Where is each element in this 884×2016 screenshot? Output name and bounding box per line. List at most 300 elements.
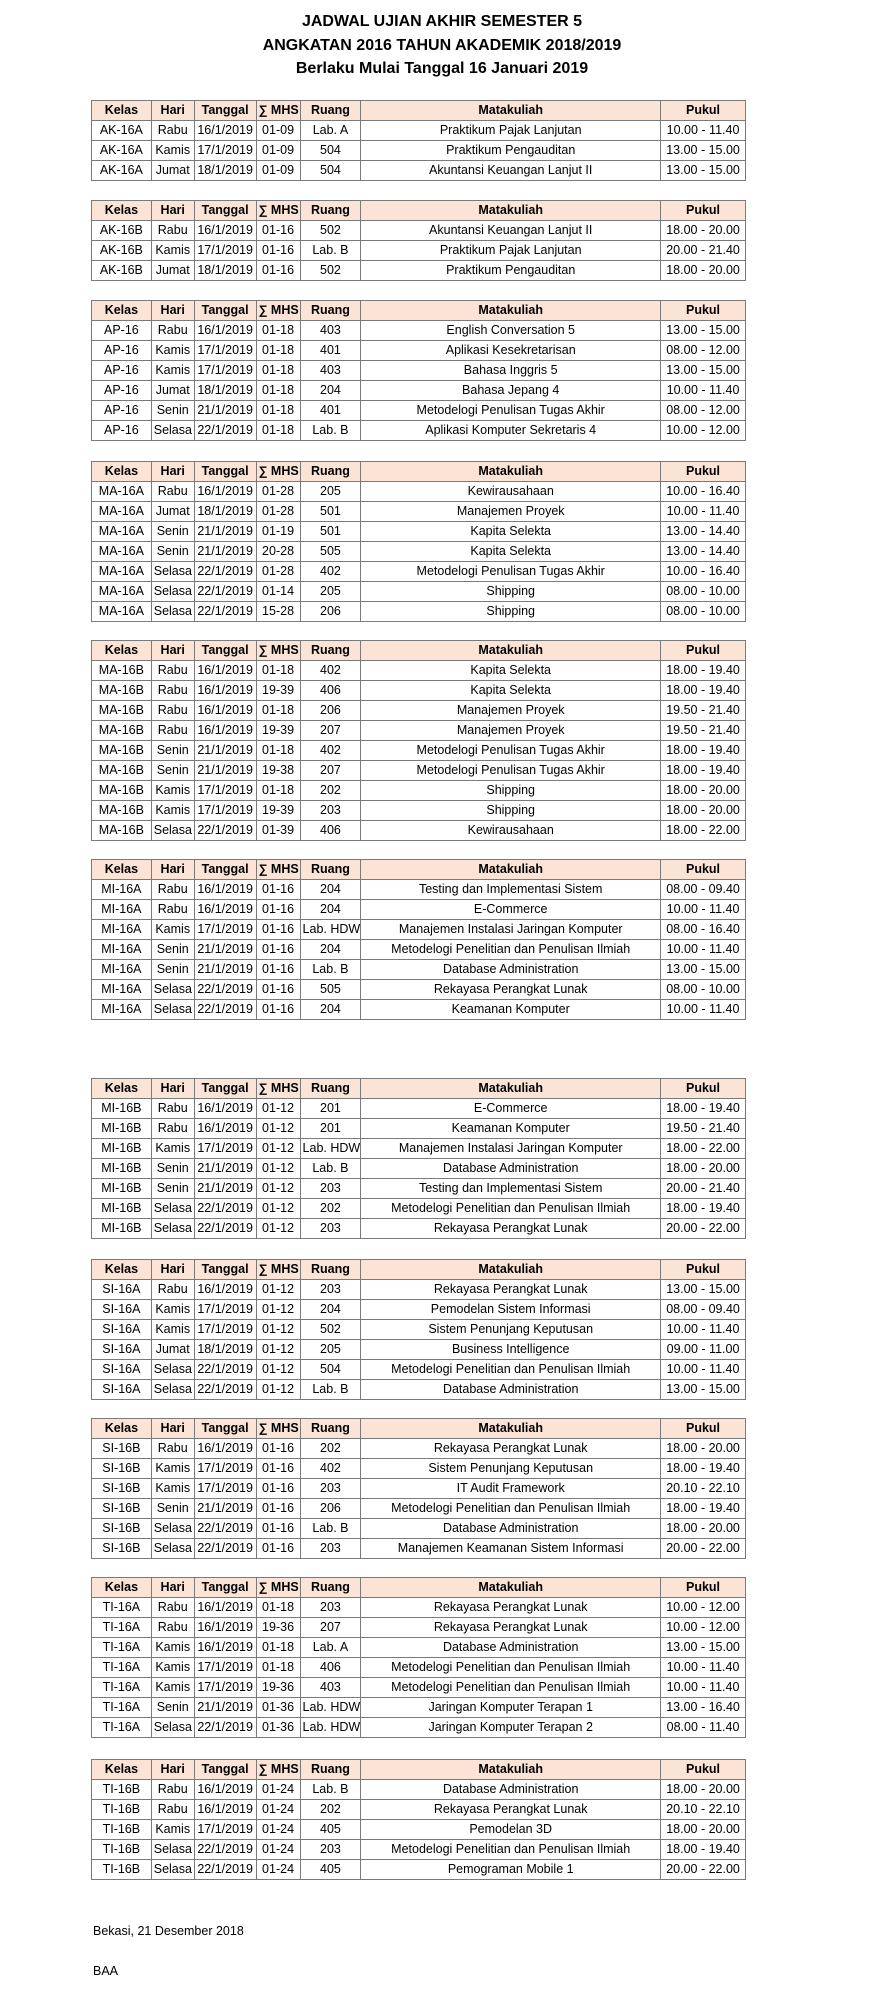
cell-pukul: 20.00 - 22.00 <box>661 1219 746 1239</box>
cell-tanggal: 22/1/2019 <box>194 1199 256 1219</box>
cell-hari: Kamis <box>151 1459 194 1479</box>
cell-hari: Kamis <box>151 1479 194 1499</box>
table-row <box>92 1340 746 1360</box>
cell-matakuliah: Kapita Selekta <box>361 661 661 681</box>
cell-mhs: 19-36 <box>256 1618 300 1638</box>
cell-mhs: 01-18 <box>256 341 300 361</box>
table-row <box>92 1199 746 1219</box>
cell-matakuliah: Jaringan Komputer Terapan 2 <box>361 1718 661 1738</box>
cell-kelas: SI-16B <box>92 1439 152 1459</box>
cell-hari: Rabu <box>151 482 194 502</box>
cell-pukul: 08.00 - 12.00 <box>661 401 746 421</box>
cell-tanggal: 22/1/2019 <box>194 582 256 602</box>
cell-tanggal: 22/1/2019 <box>194 1380 256 1400</box>
cell-matakuliah: Rekayasa Perangkat Lunak <box>361 1598 661 1618</box>
cell-mhs: 01-09 <box>256 121 300 141</box>
cell-tanggal: 22/1/2019 <box>194 562 256 582</box>
cell-kelas: SI-16A <box>92 1360 152 1380</box>
cell-hari: Kamis <box>151 141 194 161</box>
cell-kelas: TI-16B <box>92 1860 152 1880</box>
header-mhs: ∑ MHS <box>256 641 300 661</box>
header-pukul: Pukul <box>661 1079 746 1099</box>
cell-hari: Senin <box>151 761 194 781</box>
cell-pukul: 13.00 - 15.00 <box>661 321 746 341</box>
cell-pukul: 13.00 - 15.00 <box>661 1638 746 1658</box>
header-matakuliah: Matakuliah <box>361 1260 661 1280</box>
cell-matakuliah: Praktikum Pajak Lanjutan <box>361 241 661 261</box>
cell-pukul: 10.00 - 12.00 <box>661 1618 746 1638</box>
cell-hari: Kamis <box>151 1139 194 1159</box>
cell-kelas: MI-16A <box>92 960 152 980</box>
header-tanggal: Tanggal <box>194 301 256 321</box>
table-row <box>92 1860 746 1880</box>
cell-hari: Senin <box>151 542 194 562</box>
cell-ruang: 204 <box>300 900 361 920</box>
header-pukul: Pukul <box>661 1760 746 1780</box>
cell-matakuliah: Database Administration <box>361 1638 661 1658</box>
cell-pukul: 18.00 - 19.40 <box>661 1499 746 1519</box>
cell-matakuliah: Database Administration <box>361 1380 661 1400</box>
cell-matakuliah: Rekayasa Perangkat Lunak <box>361 1280 661 1300</box>
cell-tanggal: 16/1/2019 <box>194 1099 256 1119</box>
cell-matakuliah: Shipping <box>361 801 661 821</box>
table-header-row <box>92 1419 746 1439</box>
cell-tanggal: 22/1/2019 <box>194 821 256 841</box>
cell-matakuliah: Kapita Selekta <box>361 522 661 542</box>
table-row <box>92 1119 746 1139</box>
cell-ruang: 204 <box>300 940 361 960</box>
cell-kelas: MI-16A <box>92 940 152 960</box>
cell-tanggal: 17/1/2019 <box>194 1820 256 1840</box>
cell-mhs: 01-28 <box>256 502 300 522</box>
schedule-table <box>91 200 746 281</box>
cell-ruang: 207 <box>300 721 361 741</box>
cell-pukul: 10.00 - 16.40 <box>661 482 746 502</box>
cell-pukul: 18.00 - 19.40 <box>661 661 746 681</box>
cell-mhs: 01-18 <box>256 1658 300 1678</box>
cell-matakuliah: Aplikasi Kesekretarisan <box>361 341 661 361</box>
table-header-row <box>92 1578 746 1598</box>
cell-hari: Rabu <box>151 701 194 721</box>
header-matakuliah: Matakuliah <box>361 101 661 121</box>
cell-ruang: 204 <box>300 880 361 900</box>
cell-pukul: 10.00 - 11.40 <box>661 381 746 401</box>
cell-matakuliah: Testing dan Implementasi Sistem <box>361 880 661 900</box>
cell-hari: Selasa <box>151 980 194 1000</box>
cell-mhs: 01-16 <box>256 241 300 261</box>
cell-mhs: 01-12 <box>256 1119 300 1139</box>
table-row <box>92 1678 746 1698</box>
header-kelas: Kelas <box>92 1578 152 1598</box>
cell-ruang: Lab. B <box>300 1780 361 1800</box>
table-row <box>92 321 746 341</box>
cell-matakuliah: Keamanan Komputer <box>361 1000 661 1020</box>
schedule-table <box>91 1259 746 1400</box>
cell-kelas: TI-16A <box>92 1718 152 1738</box>
cell-ruang: 203 <box>300 1840 361 1860</box>
cell-mhs: 01-18 <box>256 741 300 761</box>
title-line-3: Berlaku Mulai Tanggal 16 Januari 2019 <box>295 60 589 77</box>
header-kelas: Kelas <box>92 1760 152 1780</box>
table-row <box>92 1360 746 1380</box>
cell-hari: Rabu <box>151 221 194 241</box>
cell-ruang: 402 <box>300 1459 361 1479</box>
table-row <box>92 1320 746 1340</box>
cell-tanggal: 17/1/2019 <box>194 361 256 381</box>
header-pukul: Pukul <box>661 641 746 661</box>
header-tanggal: Tanggal <box>194 462 256 482</box>
cell-hari: Jumat <box>151 1340 194 1360</box>
cell-mhs: 01-12 <box>256 1380 300 1400</box>
header-tanggal: Tanggal <box>194 641 256 661</box>
cell-kelas: MI-16A <box>92 1000 152 1020</box>
cell-pukul: 08.00 - 09.40 <box>661 1300 746 1320</box>
cell-hari: Selasa <box>151 1000 194 1020</box>
header-hari: Hari <box>151 201 194 221</box>
cell-pukul: 18.00 - 19.40 <box>661 681 746 701</box>
cell-ruang: 203 <box>300 1179 361 1199</box>
cell-pukul: 18.00 - 19.40 <box>661 761 746 781</box>
table-row <box>92 940 746 960</box>
cell-ruang: 501 <box>300 522 361 542</box>
cell-kelas: AP-16 <box>92 321 152 341</box>
cell-tanggal: 16/1/2019 <box>194 482 256 502</box>
cell-hari: Jumat <box>151 261 194 281</box>
table-row <box>92 681 746 701</box>
cell-mhs: 01-18 <box>256 321 300 341</box>
cell-mhs: 01-12 <box>256 1159 300 1179</box>
cell-mhs: 15-28 <box>256 602 300 622</box>
header-kelas: Kelas <box>92 1419 152 1439</box>
cell-ruang: 205 <box>300 582 361 602</box>
cell-ruang: 502 <box>300 1320 361 1340</box>
cell-mhs: 01-09 <box>256 161 300 181</box>
table-row <box>92 522 746 542</box>
cell-hari: Rabu <box>151 121 194 141</box>
header-ruang: Ruang <box>300 301 361 321</box>
cell-kelas: AK-16B <box>92 221 152 241</box>
table-row <box>92 1519 746 1539</box>
cell-kelas: AP-16 <box>92 361 152 381</box>
table-row <box>92 1840 746 1860</box>
cell-matakuliah: Pemograman Mobile 1 <box>361 1860 661 1880</box>
table-row <box>92 980 746 1000</box>
table-row <box>92 1698 746 1718</box>
cell-hari: Selasa <box>151 562 194 582</box>
header-tanggal: Tanggal <box>194 1578 256 1598</box>
cell-mhs: 01-28 <box>256 562 300 582</box>
cell-pukul: 18.00 - 20.00 <box>661 801 746 821</box>
cell-pukul: 09.00 - 11.00 <box>661 1340 746 1360</box>
header-hari: Hari <box>151 462 194 482</box>
cell-pukul: 13.00 - 14.40 <box>661 522 746 542</box>
cell-mhs: 01-18 <box>256 361 300 381</box>
cell-ruang: 402 <box>300 741 361 761</box>
cell-mhs: 01-24 <box>256 1840 300 1860</box>
header-mhs: ∑ MHS <box>256 860 300 880</box>
header-matakuliah: Matakuliah <box>361 201 661 221</box>
cell-mhs: 01-16 <box>256 940 300 960</box>
title-line-1: JADWAL UJIAN AKHIR SEMESTER 5 <box>301 13 583 30</box>
cell-matakuliah: Metodelogi Penelitian dan Penulisan Ilmiah <box>361 1658 661 1678</box>
cell-ruang: 204 <box>300 1000 361 1020</box>
table-row <box>92 1718 746 1738</box>
cell-pukul: 08.00 - 12.00 <box>661 341 746 361</box>
cell-matakuliah: Praktikum Pengauditan <box>361 261 661 281</box>
cell-matakuliah: IT Audit Framework <box>361 1479 661 1499</box>
cell-pukul: 18.00 - 20.00 <box>661 1780 746 1800</box>
cell-kelas: TI-16A <box>92 1618 152 1638</box>
cell-tanggal: 18/1/2019 <box>194 261 256 281</box>
header-mhs: ∑ MHS <box>256 201 300 221</box>
cell-ruang: Lab. B <box>300 1519 361 1539</box>
header-pukul: Pukul <box>661 1578 746 1598</box>
cell-pukul: 18.00 - 20.00 <box>661 1159 746 1179</box>
cell-tanggal: 17/1/2019 <box>194 241 256 261</box>
cell-ruang: 201 <box>300 1099 361 1119</box>
cell-kelas: MI-16B <box>92 1119 152 1139</box>
table-row <box>92 701 746 721</box>
table-row <box>92 261 746 281</box>
cell-mhs: 01-12 <box>256 1340 300 1360</box>
cell-pukul: 18.00 - 20.00 <box>661 1439 746 1459</box>
table-row <box>92 900 746 920</box>
cell-mhs: 01-12 <box>256 1300 300 1320</box>
cell-mhs: 01-18 <box>256 381 300 401</box>
cell-tanggal: 17/1/2019 <box>194 1300 256 1320</box>
header-ruang: Ruang <box>300 1419 361 1439</box>
table-row <box>92 381 746 401</box>
cell-mhs: 01-16 <box>256 1479 300 1499</box>
cell-pukul: 08.00 - 10.00 <box>661 602 746 622</box>
cell-pukul: 19.50 - 21.40 <box>661 721 746 741</box>
cell-matakuliah: Aplikasi Komputer Sekretaris 4 <box>361 421 661 441</box>
table-row <box>92 1499 746 1519</box>
header-ruang: Ruang <box>300 1578 361 1598</box>
cell-ruang: 203 <box>300 1219 361 1239</box>
cell-tanggal: 22/1/2019 <box>194 421 256 441</box>
cell-matakuliah: Metodelogi Penelitian dan Penulisan Ilmiah <box>361 1360 661 1380</box>
cell-pukul: 20.00 - 22.00 <box>661 1860 746 1880</box>
cell-tanggal: 22/1/2019 <box>194 1840 256 1860</box>
cell-pukul: 18.00 - 20.00 <box>661 781 746 801</box>
cell-ruang: 505 <box>300 980 361 1000</box>
header-ruang: Ruang <box>300 1260 361 1280</box>
cell-hari: Jumat <box>151 502 194 522</box>
cell-tanggal: 16/1/2019 <box>194 681 256 701</box>
header-matakuliah: Matakuliah <box>361 641 661 661</box>
table-row <box>92 761 746 781</box>
cell-kelas: MI-16B <box>92 1199 152 1219</box>
cell-hari: Rabu <box>151 1598 194 1618</box>
cell-matakuliah: Rekayasa Perangkat Lunak <box>361 980 661 1000</box>
header-kelas: Kelas <box>92 201 152 221</box>
cell-kelas: MI-16B <box>92 1099 152 1119</box>
cell-kelas: AK-16A <box>92 141 152 161</box>
cell-mhs: 01-36 <box>256 1718 300 1738</box>
cell-tanggal: 17/1/2019 <box>194 341 256 361</box>
cell-mhs: 01-16 <box>256 900 300 920</box>
cell-hari: Kamis <box>151 1658 194 1678</box>
cell-ruang: 505 <box>300 542 361 562</box>
cell-hari: Kamis <box>151 1638 194 1658</box>
cell-matakuliah: Kewirausahaan <box>361 482 661 502</box>
cell-tanggal: 16/1/2019 <box>194 701 256 721</box>
cell-hari: Selasa <box>151 1519 194 1539</box>
table-row <box>92 661 746 681</box>
cell-kelas: AK-16B <box>92 241 152 261</box>
header-mhs: ∑ MHS <box>256 1578 300 1598</box>
table-row <box>92 221 746 241</box>
cell-tanggal: 17/1/2019 <box>194 1139 256 1159</box>
cell-kelas: MA-16A <box>92 482 152 502</box>
cell-mhs: 01-16 <box>256 1539 300 1559</box>
header-ruang: Ruang <box>300 860 361 880</box>
cell-ruang: Lab. A <box>300 1638 361 1658</box>
header-mhs: ∑ MHS <box>256 1079 300 1099</box>
cell-tanggal: 21/1/2019 <box>194 1499 256 1519</box>
header-ruang: Ruang <box>300 1079 361 1099</box>
cell-hari: Kamis <box>151 1320 194 1340</box>
cell-hari: Rabu <box>151 880 194 900</box>
cell-kelas: AP-16 <box>92 341 152 361</box>
cell-mhs: 01-14 <box>256 582 300 602</box>
header-tanggal: Tanggal <box>194 1260 256 1280</box>
cell-mhs: 19-39 <box>256 721 300 741</box>
cell-hari: Rabu <box>151 321 194 341</box>
cell-kelas: SI-16B <box>92 1499 152 1519</box>
cell-tanggal: 21/1/2019 <box>194 960 256 980</box>
cell-pukul: 10.00 - 11.40 <box>661 1320 746 1340</box>
cell-matakuliah: Pemodelan Sistem Informasi <box>361 1300 661 1320</box>
header-mhs: ∑ MHS <box>256 101 300 121</box>
cell-hari: Selasa <box>151 582 194 602</box>
cell-pukul: 08.00 - 16.40 <box>661 920 746 940</box>
cell-matakuliah: Kewirausahaan <box>361 821 661 841</box>
table-row <box>92 1159 746 1179</box>
cell-pukul: 18.00 - 19.40 <box>661 1199 746 1219</box>
cell-kelas: TI-16B <box>92 1820 152 1840</box>
cell-pukul: 10.00 - 11.40 <box>661 1678 746 1698</box>
schedule-table <box>91 100 746 181</box>
cell-ruang: 204 <box>300 381 361 401</box>
cell-ruang: 205 <box>300 1340 361 1360</box>
cell-ruang: 207 <box>300 761 361 781</box>
table-row <box>92 161 746 181</box>
cell-ruang: 206 <box>300 1499 361 1519</box>
table-row <box>92 341 746 361</box>
cell-kelas: MA-16A <box>92 522 152 542</box>
header-kelas: Kelas <box>92 462 152 482</box>
cell-kelas: MA-16B <box>92 761 152 781</box>
cell-ruang: 406 <box>300 681 361 701</box>
table-row <box>92 582 746 602</box>
table-header-row <box>92 101 746 121</box>
table-row <box>92 880 746 900</box>
table-row <box>92 121 746 141</box>
cell-ruang: Lab. B <box>300 241 361 261</box>
cell-kelas: TI-16A <box>92 1658 152 1678</box>
cell-mhs: 01-16 <box>256 1439 300 1459</box>
table-row <box>92 1000 746 1020</box>
table-row <box>92 960 746 980</box>
cell-hari: Jumat <box>151 161 194 181</box>
cell-kelas: SI-16B <box>92 1519 152 1539</box>
title-line-2: ANGKATAN 2016 TAHUN AKADEMIK 2018/2019 <box>262 37 622 54</box>
cell-hari: Rabu <box>151 900 194 920</box>
cell-ruang: 504 <box>300 141 361 161</box>
table-header-row <box>92 1760 746 1780</box>
cell-matakuliah: Metodelogi Penelitian dan Penulisan Ilmiah <box>361 1199 661 1219</box>
cell-matakuliah: Keamanan Komputer <box>361 1119 661 1139</box>
cell-tanggal: 21/1/2019 <box>194 940 256 960</box>
cell-kelas: MI-16B <box>92 1159 152 1179</box>
table-row <box>92 1219 746 1239</box>
cell-hari: Kamis <box>151 241 194 261</box>
cell-tanggal: 22/1/2019 <box>194 1219 256 1239</box>
cell-matakuliah: Shipping <box>361 602 661 622</box>
cell-hari: Senin <box>151 741 194 761</box>
table-row <box>92 421 746 441</box>
schedule-table <box>91 461 746 622</box>
cell-hari: Rabu <box>151 1119 194 1139</box>
cell-matakuliah: Rekayasa Perangkat Lunak <box>361 1439 661 1459</box>
cell-ruang: 203 <box>300 1539 361 1559</box>
header-matakuliah: Matakuliah <box>361 301 661 321</box>
cell-mhs: 01-16 <box>256 960 300 980</box>
cell-hari: Senin <box>151 960 194 980</box>
cell-ruang: Lab. B <box>300 1159 361 1179</box>
cell-tanggal: 16/1/2019 <box>194 1439 256 1459</box>
cell-hari: Senin <box>151 401 194 421</box>
cell-hari: Kamis <box>151 801 194 821</box>
cell-pukul: 18.00 - 22.00 <box>661 821 746 841</box>
cell-hari: Senin <box>151 1698 194 1718</box>
cell-mhs: 01-18 <box>256 1638 300 1658</box>
header-tanggal: Tanggal <box>194 1760 256 1780</box>
cell-kelas: SI-16B <box>92 1459 152 1479</box>
header-ruang: Ruang <box>300 201 361 221</box>
cell-hari: Senin <box>151 522 194 542</box>
cell-pukul: 18.00 - 19.40 <box>661 741 746 761</box>
cell-ruang: 406 <box>300 821 361 841</box>
header-tanggal: Tanggal <box>194 860 256 880</box>
cell-matakuliah: Metodelogi Penulisan Tugas Akhir <box>361 401 661 421</box>
cell-tanggal: 22/1/2019 <box>194 1519 256 1539</box>
cell-pukul: 13.00 - 15.00 <box>661 1380 746 1400</box>
cell-matakuliah: Metodelogi Penulisan Tugas Akhir <box>361 761 661 781</box>
cell-kelas: MA-16A <box>92 502 152 522</box>
cell-tanggal: 21/1/2019 <box>194 542 256 562</box>
cell-mhs: 01-12 <box>256 1099 300 1119</box>
cell-mhs: 01-18 <box>256 1598 300 1618</box>
cell-kelas: MI-16A <box>92 880 152 900</box>
cell-matakuliah: Rekayasa Perangkat Lunak <box>361 1219 661 1239</box>
table-row <box>92 1099 746 1119</box>
table-row <box>92 1139 746 1159</box>
cell-pukul: 13.00 - 15.00 <box>661 161 746 181</box>
cell-hari: Senin <box>151 1159 194 1179</box>
cell-hari: Rabu <box>151 681 194 701</box>
cell-tanggal: 16/1/2019 <box>194 121 256 141</box>
cell-matakuliah: E-Commerce <box>361 900 661 920</box>
cell-kelas: MA-16B <box>92 681 152 701</box>
cell-matakuliah: Database Administration <box>361 1519 661 1539</box>
cell-matakuliah: Bahasa Inggris 5 <box>361 361 661 381</box>
cell-kelas: MA-16B <box>92 721 152 741</box>
cell-mhs: 01-16 <box>256 261 300 281</box>
cell-ruang: 406 <box>300 1658 361 1678</box>
